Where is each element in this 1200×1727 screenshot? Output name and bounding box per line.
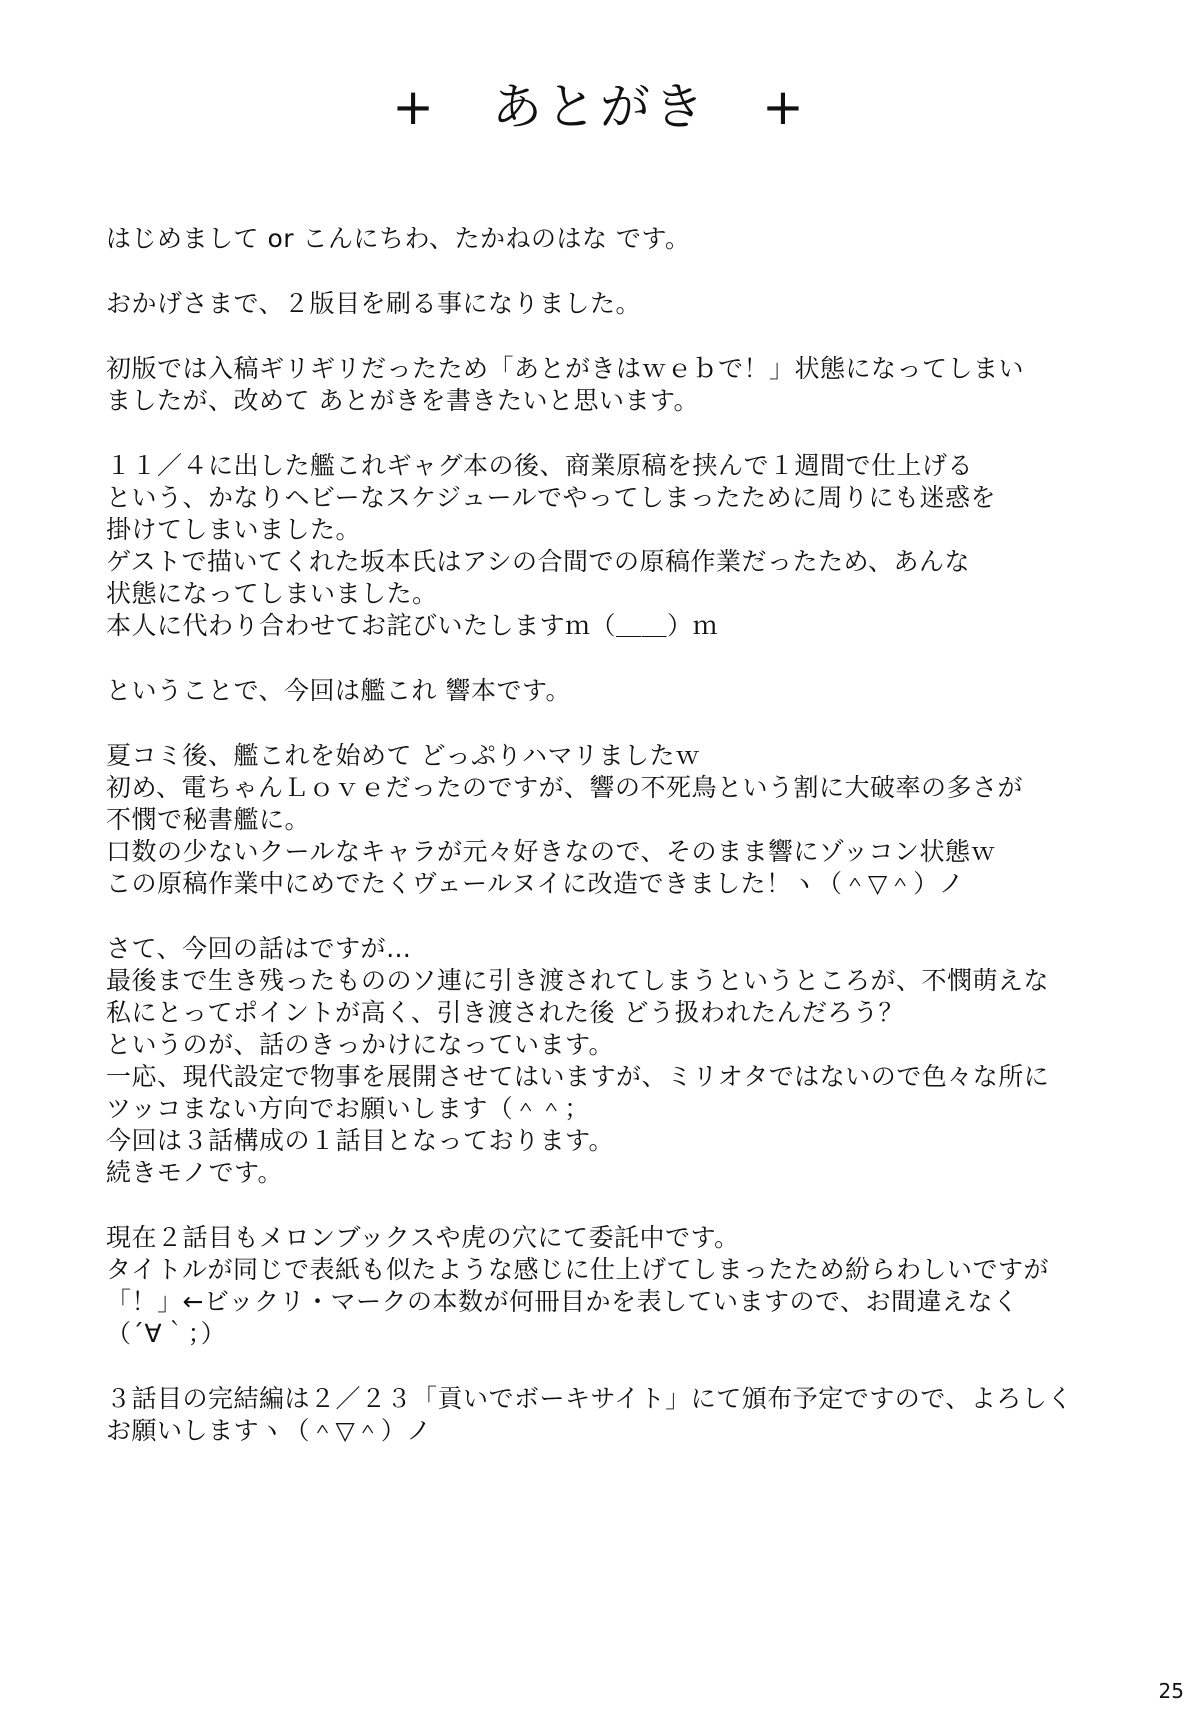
text-line: 本人に代わり合わせてお詫びいたしますｍ（＿＿）ｍ bbox=[106, 611, 719, 640]
text-line: （´∀｀；） bbox=[106, 1319, 227, 1348]
text-line: ゲストで描いてくれた坂本氏はアシの合間での原稿作業だったため、あんな bbox=[106, 547, 971, 576]
text-line: というのが、話のきっかけになっています。 bbox=[106, 1030, 615, 1059]
text-line: 夏コミ後、艦これを始めて どっぷりハマリましたｗ bbox=[106, 741, 701, 770]
text-line: 初版では入稿ギリギリだったため「あとがきはｗｅｂで！」状態になってしまい bbox=[106, 354, 1025, 383]
text-line: 続きモノです。 bbox=[106, 1158, 284, 1187]
paragraph bbox=[106, 223, 1106, 255]
text-line: さて、今回の話はですが… bbox=[106, 934, 412, 963]
paragraph bbox=[106, 1222, 1106, 1350]
text-line: という、かなりヘビーなスケジュールでやってしまったために周りにも迷惑を bbox=[106, 483, 997, 512]
text-line: 初め、電ちゃんＬｏｖｅだったのですが、響の不死鳥という割に大破率の多さが bbox=[106, 773, 1024, 802]
text-line: １１／４に出した艦これギャグ本の後、商業原稿を挟んで１週間で仕上げる bbox=[106, 451, 974, 480]
text-line: ましたが、改めて あとがきを書きたいと思います。 bbox=[106, 386, 699, 415]
text-line: 口数の少ないクールなキャラが元々好きなので、そのまま響にゾッコン状態ｗ bbox=[106, 837, 997, 866]
paragraph bbox=[106, 740, 1106, 900]
page-number: 25 bbox=[1158, 1679, 1184, 1703]
text-line: 最後まで生き残ったもののソ連に引き渡されてしまうというところが、不憫萌えな bbox=[106, 966, 1050, 995]
text-line: おかげさまで、２版目を刷る事になりました。 bbox=[106, 289, 642, 318]
text-line: ３話目の完結編は２／２３「貢いでボーキサイト」にて頒布予定ですので、よろしく bbox=[106, 1384, 1073, 1413]
text-line: 不憫で秘書艦に。 bbox=[106, 805, 311, 834]
paragraph bbox=[106, 933, 1106, 1189]
text-line: 状態になってしまいました。 bbox=[106, 579, 438, 608]
text-line: はじめまして or こんにちわ、たかねのはな です。 bbox=[106, 224, 691, 253]
text-line: 「！」←ビックリ・マークの本数が何冊目かを表していますので、お間違えなく bbox=[106, 1287, 1019, 1316]
afterword-body bbox=[106, 223, 1106, 1480]
text-line: お願いしますヽ（＾▽＾）ノ bbox=[106, 1416, 432, 1445]
paragraph bbox=[106, 353, 1106, 417]
text-line: 私にとってポイントが高く、引き渡された後 どう扱われたんだろう？ bbox=[106, 998, 904, 1027]
paragraph bbox=[106, 675, 1106, 707]
paragraph bbox=[106, 1383, 1106, 1447]
text-line: ツッコまない方向でお願いします（＾＾； bbox=[106, 1094, 590, 1123]
text-line: 今回は３話構成の１話目となっております。 bbox=[106, 1126, 615, 1155]
text-line: この原稿作業中にめでたくヴェールヌイに改造できました！ヽ（＾▽＾）ノ bbox=[106, 869, 965, 898]
paragraph bbox=[106, 450, 1106, 642]
paragraph bbox=[106, 288, 1106, 320]
page-title: + あとがき + bbox=[392, 78, 808, 136]
text-line: 現在２話目もメロンブックスや虎の穴にて委託中です。 bbox=[106, 1223, 740, 1252]
text-line: 掛けてしまいました。 bbox=[106, 515, 362, 544]
text-line: ということで、今回は艦これ 響本です。 bbox=[106, 676, 571, 705]
text-line: タイトルが同じで表紙も似たような感じに仕上げてしまったため紛らわしいですが bbox=[106, 1255, 1050, 1284]
text-line: 一応、現代設定で物事を展開させてはいますが、ミリオタではないので色々な所に bbox=[106, 1062, 1050, 1091]
